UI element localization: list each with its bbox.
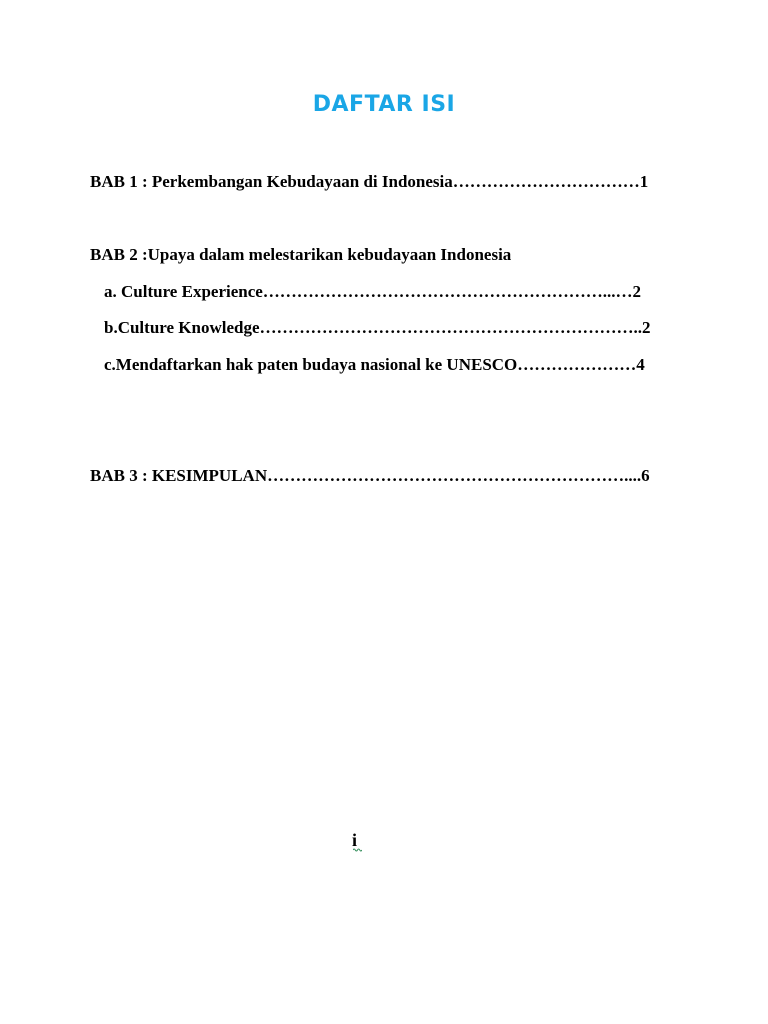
document-title: DAFTAR ISI (312, 92, 456, 117)
toc-subentry-b: b.Culture Knowledge…………………………………………………………..2 (104, 318, 651, 337)
toc-subentry-c: c.Mendaftarkan hak paten budaya nasional ke UNESCO…………………4 (104, 355, 645, 374)
toc-entry-bab-1: BAB 1 : Perkembangan Kebudayaan di Indonesia……………………………1 (90, 172, 649, 191)
toc-subentry-a: a. Culture Experience……………………………………………………...…2 (104, 282, 642, 301)
spellcheck-underline-icon (353, 848, 362, 852)
page-number: i (352, 830, 358, 850)
toc-entry-bab-3: BAB 3 : KESIMPULAN………………………………………………………....6 (90, 466, 650, 485)
toc-entry-bab-2: BAB 2 :Upaya dalam melestarikan kebudayaan Indonesia (90, 245, 512, 264)
